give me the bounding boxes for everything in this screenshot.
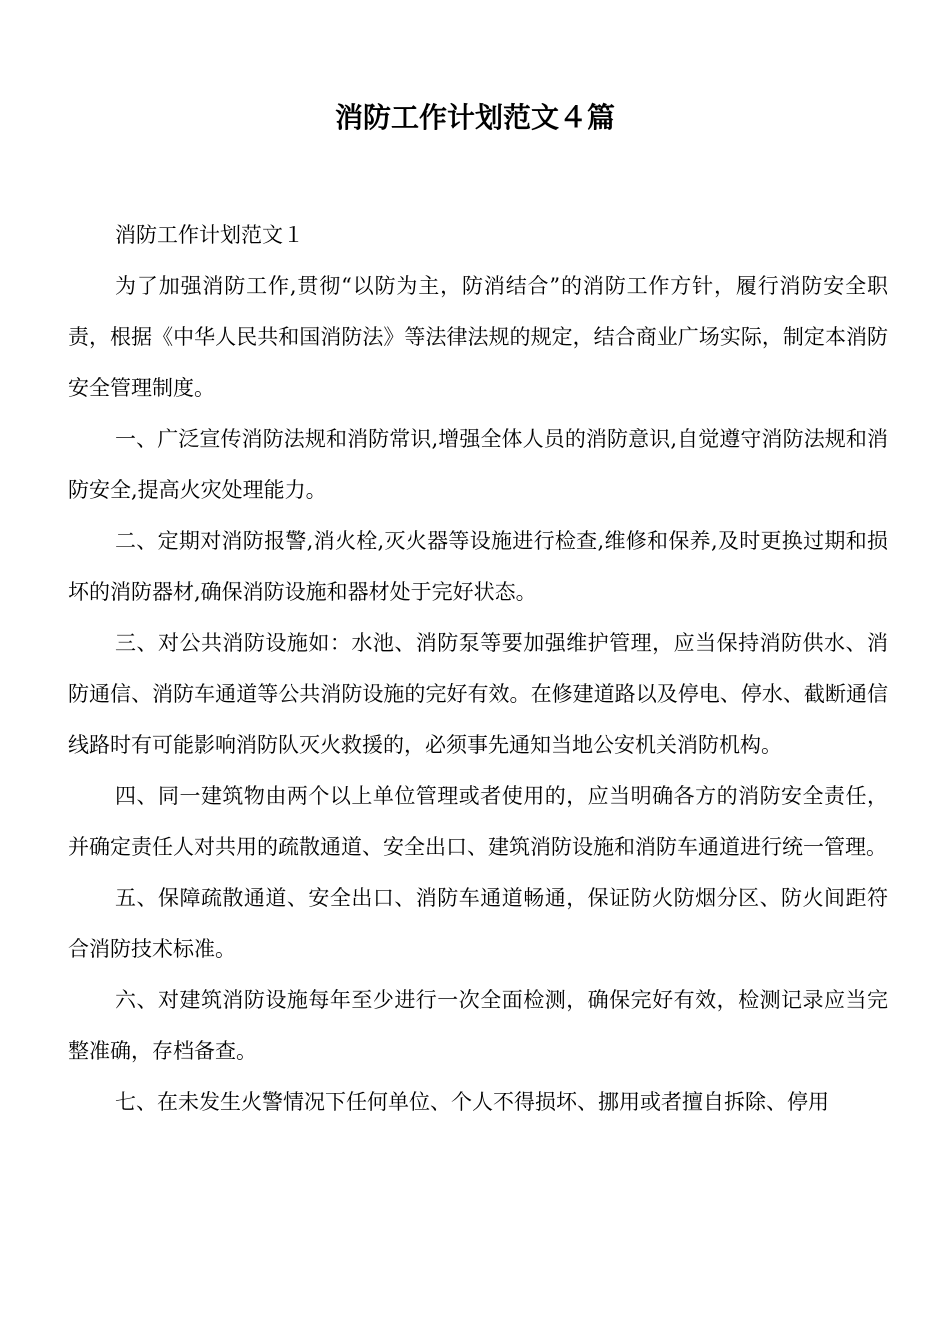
document-title: 消防工作计划范文４篇	[334, 101, 615, 134]
paragraph-item-5: 五、保障疏散通道、安全出口、消防车通道畅通，保证防火防烟分区、防火间距符合消防技术标准。	[68, 886, 888, 961]
paragraph-item-4: 四、同一建筑物由两个以上单位管理或者使用的，应当明确各方的消防安全责任，并确定责任人对共用的疏散通道、安全出口、建筑消防设施和消防车通道进行统一管理。	[68, 784, 888, 859]
paragraph-item-1: 一、广泛宣传消防法规和消防常识,增强全体人员的消防意识,自觉遵守消防法规和消防安全,提高火灾处理能力。	[68, 427, 888, 502]
paragraph-item-7: 七、在未发生火警情况下任何单位、个人不得损坏、挪用或者擅自拆除、停用	[115, 1090, 829, 1114]
paragraph-item-6: 六、对建筑消防设施每年至少进行一次全面检测，确保完好有效，检测记录应当完整准确，存档备查。	[68, 988, 888, 1063]
paragraph-item-3: 三、对公共消防设施如：水池、消防泵等要加强维护管理，应当保持消防供水、消防通信、消防车通道等公共消防设施的完好有效。在修建道路以及停电、停水、截断通信线路时有可能影响消防队灭火救援的，必须事先通知当地公安机关消防机构。	[68, 631, 888, 757]
paragraph-intro: 为了加强消防工作,贯彻“以防为主，防消结合”的消防工作方针，履行消防安全职责，根据《中华人民共和国消防法》等法律法规的规定，结合商业广场实际，制定本消防安全管理制度。	[68, 274, 888, 400]
paragraph-subtitle: 消防工作计划范文１	[115, 223, 304, 247]
document-body	[68, 210, 888, 1128]
paragraph-item-2: 二、定期对消防报警,消火栓,灭火器等设施进行检查,维修和保养,及时更换过期和损坏的消防器材,确保消防设施和器材处于完好状态。	[68, 529, 888, 604]
